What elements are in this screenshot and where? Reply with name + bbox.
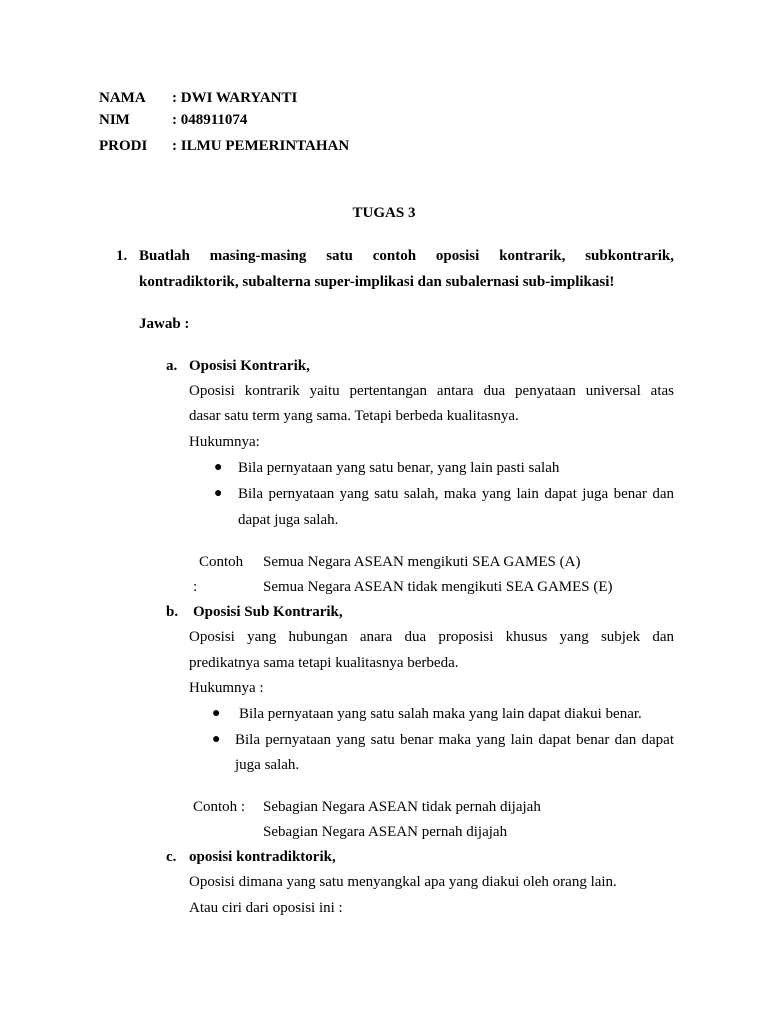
bullet-icon: ● <box>212 706 221 721</box>
section-b-para-line-1: Oposisi yang hubungan anara dua proposisi khusus yang subjek dan <box>189 629 674 645</box>
nim-value: : 048911074 <box>172 112 248 128</box>
question-line-2: kontradiktorik, subalterna super-implikasi dan subalernasi sub-implikasi! <box>139 274 615 290</box>
section-b-bullet-1: Bila pernyataan yang satu salah maka yang lain dapat diakui benar. <box>239 706 642 722</box>
section-b-heading: Oposisi Sub Kontrarik, <box>193 604 343 620</box>
section-b-contoh-1: Sebagian Negara ASEAN tidak pernah dijajah <box>263 799 541 815</box>
section-c-line-2: Atau ciri dari oposisi ini : <box>189 900 343 916</box>
section-a-bullet-2-line-2: dapat juga salah. <box>238 512 339 528</box>
nama-label: NAMA <box>99 90 146 106</box>
section-c-line-1: Oposisi dimana yang satu menyangkal apa yang diakui oleh orang lain. <box>189 874 617 890</box>
section-b-marker: b. <box>166 604 179 620</box>
prodi-value: : ILMU PEMERINTAHAN <box>172 138 350 154</box>
section-a-bullet-2-line-1: Bila pernyataan yang satu salah, maka yang lain dapat juga benar dan <box>238 486 674 502</box>
question-line-1: Buatlah masing-masing satu contoh oposisi kontrarik, subkontrarik, <box>139 248 674 264</box>
section-a-para-line-1: Oposisi kontrarik yaitu pertentangan antara dua penyataan universal atas <box>189 383 674 399</box>
bullet-icon: ● <box>214 486 223 501</box>
section-a-contoh-1: Semua Negara ASEAN mengikuti SEA GAMES (A) <box>263 554 581 570</box>
section-a-contoh-colon: : <box>193 579 198 595</box>
section-a-heading: Oposisi Kontrarik, <box>189 358 310 374</box>
section-c-heading: oposisi kontradiktorik, <box>189 849 336 865</box>
bullet-icon: ● <box>214 460 223 475</box>
section-b-contoh-2: Sebagian Negara ASEAN pernah dijajah <box>263 824 508 840</box>
nim-label: NIM <box>99 112 130 128</box>
prodi-label: PRODI <box>99 138 148 154</box>
section-a-hukum: Hukumnya: <box>189 434 260 450</box>
bullet-icon: ● <box>212 732 221 747</box>
section-b-bullet-2-line-2: juga salah. <box>235 757 300 773</box>
question-number: 1. <box>116 248 128 264</box>
section-a-para-line-2: dasar satu term yang sama. Tetapi berbeda kualitasnya. <box>189 408 519 424</box>
page-title: TUGAS 3 <box>352 205 416 221</box>
section-b-para-line-2: predikatnya sama tetapi kualitasnya berbeda. <box>189 655 459 671</box>
jawab-label: Jawab : <box>139 316 190 332</box>
section-b-bullet-2-line-1: Bila pernyataan yang satu benar maka yang lain dapat benar dan dapat <box>235 732 674 748</box>
section-c-marker: c. <box>166 849 177 865</box>
section-a-contoh-label: Contoh <box>199 554 244 570</box>
nama-value: : DWI WARYANTI <box>172 90 298 106</box>
section-a-bullet-1: Bila pernyataan yang satu benar, yang lain pasti salah <box>238 460 560 476</box>
section-b-contoh-label: Contoh : <box>193 799 246 815</box>
section-b-hukum: Hukumnya : <box>189 680 264 696</box>
section-a-marker: a. <box>166 358 178 374</box>
section-a-contoh-2: Semua Negara ASEAN tidak mengikuti SEA GAMES (E) <box>263 579 613 595</box>
